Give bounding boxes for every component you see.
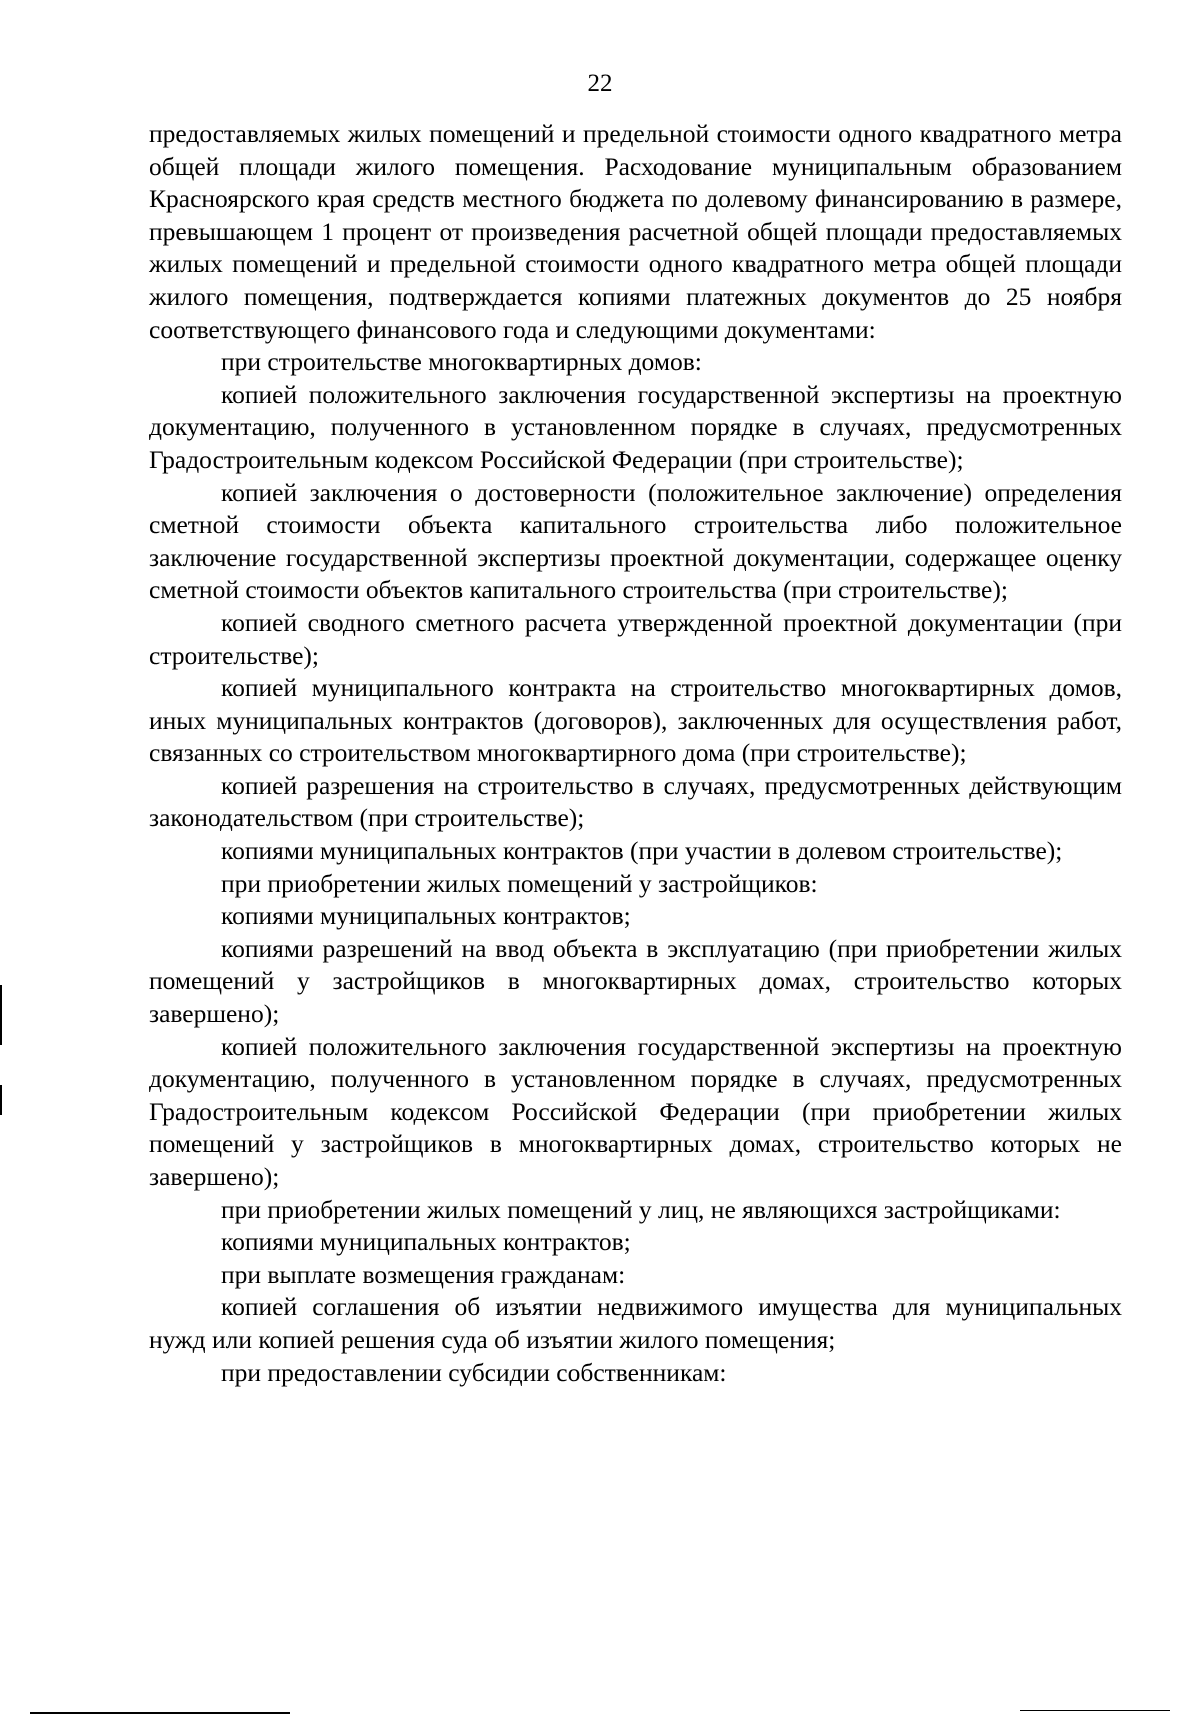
paragraph-non-developers-heading: при приобретении жилых помещений у лиц, не являющихся застройщиками: bbox=[221, 1194, 1061, 1224]
paragraph-intro: предоставляемых жилых помещений и предельной стоимости одного квадратного метра общей площади жилого помещения. Расходование муниципальным образованием Красноярского края средств местного бюджета по долевому финансированию в размере, превышающем 1 процент от произведения расчетной общей площади предоставляемых жилых помещений и предельной стоимости одного квадратного метра общей площади жилого помещения, подтверждается копиями платежных документов до 25 ноября соответствующего финансового года и следующими документами: bbox=[149, 119, 1122, 344]
document-body bbox=[149, 118, 1122, 1389]
paragraph-shared-construction: копиями муниципальных контрактов (при участии в долевом строительстве); bbox=[221, 836, 1063, 866]
paragraph-subsidy-heading: при предоставлении субсидии собственникам: bbox=[221, 1357, 727, 1387]
paragraph-estimate-copy: копией сводного сметного расчета утвержденной проектной документации (при строительстве); bbox=[149, 607, 1122, 670]
paragraph-contracts-copy: копиями муниципальных контрактов; bbox=[221, 901, 631, 931]
paragraph-compensation-heading: при выплате возмещения гражданам: bbox=[221, 1259, 626, 1289]
scan-bottom-line-left bbox=[30, 1712, 290, 1714]
scan-margin-mark-bottom bbox=[0, 1085, 2, 1115]
scan-bottom-line-right bbox=[1020, 1710, 1170, 1711]
paragraph-seizure-agreement: копией соглашения об изъятии недвижимого имущества для муниципальных нужд или копией решения суда об изъятии жилого помещения; bbox=[149, 1292, 1122, 1354]
paragraph-developers-heading: при приобретении жилых помещений у застройщиков: bbox=[221, 868, 818, 898]
paragraph-contracts-copy-2: копиями муниципальных контрактов; bbox=[221, 1227, 631, 1257]
paragraph-building-permit: копией разрешения на строительство в случаях, предусмотренных действующим законодательством (при строительстве); bbox=[149, 770, 1122, 833]
paragraph-reliability-conclusion: копией заключения о достоверности (положительное заключение) определения сметной стоимости объекта капитального строительства либо положительное заключение государственной экспертизы проектной документации, содержащее оценку сметной стоимости объектов капитального строительства (при строительстве); bbox=[149, 477, 1122, 605]
page-number: 22 bbox=[587, 70, 613, 97]
paragraph-expertise-unfinished: копией положительного заключения государственной экспертизы на проектную документацию, полученного в установленном порядке в случаях, предусмотренных Градостроительным кодексом Российской Федерации (при приобретении жилых помещений у застройщиков в многоквартирных домах, строительство которых не завершено); bbox=[149, 1031, 1122, 1191]
scan-margin-mark-top bbox=[0, 985, 2, 1045]
paragraph-commissioning-permits: копиями разрешений на ввод объекта в эксплуатацию (при приобретении жилых помещений у застройщиков в многоквартирных домах, строительство которых завершено); bbox=[149, 933, 1122, 1029]
paragraph-municipal-contract: копией муниципального контракта на строительство многоквартирных домов, иных муниципальных контрактов (договоров), заключенных для осуществления работ, связанных со строительством многоквартирного дома (при строительстве); bbox=[149, 673, 1122, 768]
paragraph-expertise-copy: копией положительного заключения государственной экспертизы на проектную документацию, полученного в установленном порядке в случаях, предусмотренных Градостроительным кодексом Российской Федерации (при строительстве); bbox=[149, 379, 1122, 474]
paragraph-construction-heading: при строительстве многоквартирных домов: bbox=[221, 347, 702, 377]
